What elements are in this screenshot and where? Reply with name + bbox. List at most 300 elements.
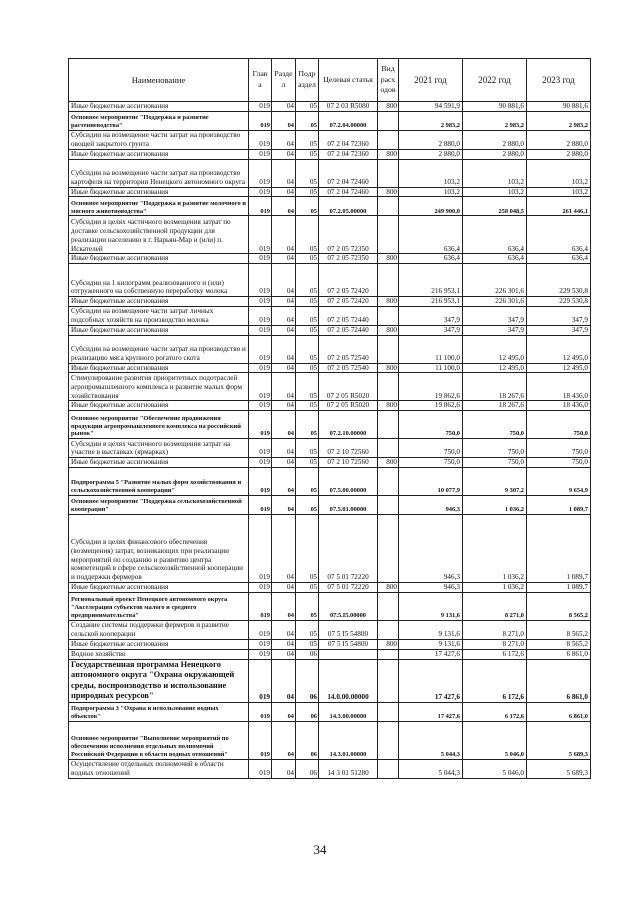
row-name: Иные бюджетные ассигнования (69, 639, 249, 649)
row-name: Основное мероприятие "Поддержка сельскохозяйственной кооперации" (69, 496, 249, 515)
row-section: 04 (272, 325, 296, 335)
row-expense-type (378, 411, 399, 439)
row-expense-type: 800 (378, 187, 399, 197)
table-row (69, 496, 591, 515)
row-amount-2023: 750,0 (527, 411, 591, 439)
row-target-item: 07 2 10 72560 (319, 458, 378, 468)
row-amount-2022: 2 880,0 (463, 149, 527, 159)
row-amount-2022: 226 301,6 (463, 297, 527, 307)
row-expense-type: 800 (378, 363, 399, 373)
row-target-item: 07 2 04 72360 (319, 130, 378, 149)
row-target-item: 07.2.10.00000 (319, 411, 378, 439)
row-amount-2021: 347,9 (399, 306, 463, 325)
table-row (69, 639, 591, 649)
table-row (69, 297, 591, 307)
row-amount-2021: 216 953,1 (399, 264, 463, 297)
row-amount-2022: 2 880,0 (463, 130, 527, 149)
row-amount-2023: 18 436,0 (527, 373, 591, 401)
col-header-target-item: Целевая статья (319, 59, 378, 102)
row-section: 04 (272, 401, 296, 411)
row-chapter: 019 (249, 159, 272, 187)
row-subsection: 05 (296, 102, 319, 112)
row-amount-2022: 750,0 (463, 411, 527, 439)
row-amount-2022: 2 983,2 (463, 111, 527, 130)
row-subsection: 05 (296, 306, 319, 325)
row-amount-2023: 5 689,3 (527, 721, 591, 759)
row-name: Субсидии в целях финансового обеспечения (возмещения) затрат, возникающих при реализации мероприятий по созданию и развитию центра компетенций в сфере сельскохозяйственной кооперации и поддержки фермеров (69, 515, 249, 583)
row-chapter: 019 (249, 254, 272, 264)
col-header-2022: 2022 год (463, 59, 527, 102)
row-amount-2023: 229 530,8 (527, 264, 591, 297)
row-chapter: 019 (249, 102, 272, 112)
row-amount-2021: 636,4 (399, 216, 463, 254)
table-row (69, 649, 591, 659)
row-amount-2022: 18 267,6 (463, 373, 527, 401)
row-amount-2023: 6 861,0 (527, 702, 591, 721)
row-amount-2023: 750,0 (527, 458, 591, 468)
row-amount-2022: 5 046,0 (463, 721, 527, 759)
row-section: 04 (272, 649, 296, 659)
table-row (69, 197, 591, 216)
row-amount-2023: 18 436,0 (527, 401, 591, 411)
row-subsection: 05 (296, 297, 319, 307)
table-row (69, 721, 591, 759)
row-subsection: 05 (296, 187, 319, 197)
row-section: 04 (272, 515, 296, 583)
row-amount-2021: 2 880,0 (399, 149, 463, 159)
row-expense-type (378, 496, 399, 515)
row-chapter: 019 (249, 496, 272, 515)
row-amount-2023: 229 530,8 (527, 297, 591, 307)
row-section: 04 (272, 102, 296, 112)
row-amount-2023: 1 089,7 (527, 496, 591, 515)
row-amount-2022: 90 881,6 (463, 102, 527, 112)
row-section: 04 (272, 264, 296, 297)
row-amount-2021: 946,3 (399, 583, 463, 593)
row-amount-2022: 258 048,5 (463, 197, 527, 216)
row-chapter: 019 (249, 702, 272, 721)
row-subsection: 05 (296, 335, 319, 363)
row-chapter: 019 (249, 620, 272, 639)
row-subsection: 05 (296, 411, 319, 439)
row-section: 04 (272, 363, 296, 373)
row-expense-type (378, 197, 399, 216)
row-name: Иные бюджетные ассигнования (69, 401, 249, 411)
row-amount-2023: 1 089,7 (527, 515, 591, 583)
row-amount-2022: 1 036,2 (463, 496, 527, 515)
row-expense-type (378, 468, 399, 496)
table-row (69, 468, 591, 496)
row-name: Подпрограмма 3 "Охрана и использование водных объектов" (69, 702, 249, 721)
row-amount-2022: 1 036,2 (463, 515, 527, 583)
budget-table (68, 58, 591, 779)
table-row (69, 264, 591, 297)
row-amount-2021: 5 044,3 (399, 759, 463, 778)
row-subsection: 05 (296, 592, 319, 620)
row-expense-type: 800 (378, 254, 399, 264)
row-amount-2022: 12 495,0 (463, 363, 527, 373)
table-row (69, 401, 591, 411)
row-target-item: 07 2 03 R5080 (319, 102, 378, 112)
row-amount-2021: 10 077,9 (399, 468, 463, 496)
row-subsection: 06 (296, 649, 319, 659)
row-amount-2021: 946,3 (399, 515, 463, 583)
row-amount-2023: 5 689,3 (527, 759, 591, 778)
row-amount-2021: 750,0 (399, 439, 463, 458)
row-subsection: 05 (296, 458, 319, 468)
row-amount-2021: 19 862,6 (399, 373, 463, 401)
row-expense-type (378, 159, 399, 187)
row-amount-2023: 636,4 (527, 216, 591, 254)
col-header-chapter: Глав а (249, 59, 272, 102)
row-amount-2021: 11 100,0 (399, 335, 463, 363)
row-section: 04 (272, 149, 296, 159)
row-section: 04 (272, 702, 296, 721)
row-target-item: 14 3 01 51280 (319, 759, 378, 778)
row-expense-type (378, 111, 399, 130)
table-row (69, 515, 591, 583)
row-section: 04 (272, 583, 296, 593)
row-section: 04 (272, 254, 296, 264)
row-section: 04 (272, 411, 296, 439)
row-name: Государственная программа Ненецкого автономного округа "Охрана окружающей среды, воспроизводство и использование природных ресурсов" (69, 659, 249, 702)
row-target-item: 07 2 05 72350 (319, 254, 378, 264)
row-expense-type: 800 (378, 102, 399, 112)
row-amount-2023: 6 861,0 (527, 659, 591, 702)
row-section: 04 (272, 306, 296, 325)
row-expense-type (378, 130, 399, 149)
row-name: Иные бюджетные ассигнования (69, 325, 249, 335)
row-chapter: 019 (249, 297, 272, 307)
row-amount-2023: 8 565,2 (527, 639, 591, 649)
row-target-item: 07 2 05 72350 (319, 216, 378, 254)
row-expense-type (378, 264, 399, 297)
row-section: 04 (272, 216, 296, 254)
row-target-item: 07 2 05 72440 (319, 325, 378, 335)
row-chapter: 019 (249, 373, 272, 401)
row-amount-2023: 90 881,6 (527, 102, 591, 112)
row-amount-2021: 17 427,6 (399, 649, 463, 659)
row-subsection: 05 (296, 149, 319, 159)
row-amount-2023: 12 495,0 (527, 363, 591, 373)
row-name: Осуществление отдельных полномочий в области водных отношений (69, 759, 249, 778)
row-expense-type (378, 759, 399, 778)
row-amount-2021: 17 427,6 (399, 702, 463, 721)
row-expense-type (378, 659, 399, 702)
row-name: Иные бюджетные ассигнования (69, 458, 249, 468)
row-name: Стимулирование развития приоритетных подотраслей агропромышленного комплекса и развитие малых форм хозяйствования (69, 373, 249, 401)
row-section: 04 (272, 639, 296, 649)
row-subsection: 05 (296, 515, 319, 583)
row-amount-2021: 750,0 (399, 458, 463, 468)
row-expense-type (378, 649, 399, 659)
row-subsection: 05 (296, 496, 319, 515)
row-amount-2021: 249 900,0 (399, 197, 463, 216)
row-amount-2021: 11 100,0 (399, 363, 463, 373)
row-section: 04 (272, 373, 296, 401)
row-amount-2022: 8 271,0 (463, 592, 527, 620)
row-name: Создание системы поддержки фермеров и развитие сельской кооперации (69, 620, 249, 639)
row-chapter: 019 (249, 149, 272, 159)
row-amount-2023: 1 089,7 (527, 583, 591, 593)
table-row (69, 702, 591, 721)
table-row (69, 187, 591, 197)
row-chapter: 019 (249, 264, 272, 297)
table-row (69, 216, 591, 254)
row-amount-2022: 1 036,2 (463, 583, 527, 593)
row-target-item: 14.3.00.00000 (319, 702, 378, 721)
table-row (69, 149, 591, 159)
row-amount-2023: 347,9 (527, 325, 591, 335)
row-amount-2022: 6 172,6 (463, 702, 527, 721)
table-row (69, 335, 591, 363)
row-target-item: 07 2 04 72360 (319, 149, 378, 159)
row-chapter: 019 (249, 216, 272, 254)
row-name: Основное мероприятие "Обеспечение продвижения продукции агропромышленного комплекса на российский рынок" (69, 411, 249, 439)
row-target-item: 07 2 10 72560 (319, 439, 378, 458)
table-row (69, 659, 591, 702)
row-amount-2023: 2 983,2 (527, 111, 591, 130)
row-amount-2023: 12 495,0 (527, 335, 591, 363)
table-row (69, 759, 591, 778)
row-expense-type (378, 216, 399, 254)
row-chapter: 019 (249, 592, 272, 620)
row-chapter: 019 (249, 468, 272, 496)
row-amount-2022: 9 307,2 (463, 468, 527, 496)
row-section: 04 (272, 759, 296, 778)
row-subsection: 06 (296, 721, 319, 759)
row-subsection: 06 (296, 659, 319, 702)
row-name: Иные бюджетные ассигнования (69, 102, 249, 112)
row-amount-2022: 750,0 (463, 458, 527, 468)
row-amount-2023: 6 861,0 (527, 649, 591, 659)
row-expense-type: 800 (378, 458, 399, 468)
row-amount-2022: 347,9 (463, 306, 527, 325)
row-amount-2021: 94 591,9 (399, 102, 463, 112)
row-name: Субсидии на 1 килограмм реализованного и (или) отгруженного на собственную переработку молока (69, 264, 249, 297)
row-chapter: 019 (249, 325, 272, 335)
row-chapter: 019 (249, 759, 272, 778)
row-chapter: 019 (249, 639, 272, 649)
table-row (69, 592, 591, 620)
row-target-item: 07 5 01 72220 (319, 515, 378, 583)
row-name: Основное мероприятие "Поддержка и развитие молочного и мясного животноводства" (69, 197, 249, 216)
row-amount-2023: 9 654,9 (527, 468, 591, 496)
row-expense-type (378, 335, 399, 363)
row-chapter: 019 (249, 363, 272, 373)
row-amount-2021: 9 131,6 (399, 592, 463, 620)
row-amount-2021: 103,2 (399, 187, 463, 197)
row-chapter: 019 (249, 721, 272, 759)
row-chapter: 019 (249, 401, 272, 411)
table-row (69, 620, 591, 639)
table-row (69, 363, 591, 373)
row-target-item: 07.5.I5.00000 (319, 592, 378, 620)
row-section: 04 (272, 458, 296, 468)
row-target-item: 07 2 05 72440 (319, 306, 378, 325)
row-target-item: 14.3.01.00000 (319, 721, 378, 759)
row-amount-2022: 103,2 (463, 159, 527, 187)
row-target-item: 07.5.01.00000 (319, 496, 378, 515)
row-amount-2021: 5 044,3 (399, 721, 463, 759)
row-subsection: 05 (296, 159, 319, 187)
row-target-item: 07 2 04 72460 (319, 159, 378, 187)
row-amount-2022: 636,4 (463, 254, 527, 264)
row-name: Региональный проект Ненецкого автономного округа "Акселерация субъектов малого и среднего предпринимательства" (69, 592, 249, 620)
row-amount-2021: 636,4 (399, 254, 463, 264)
row-section: 04 (272, 111, 296, 130)
row-amount-2022: 12 495,0 (463, 335, 527, 363)
row-expense-type (378, 306, 399, 325)
row-amount-2021: 103,2 (399, 159, 463, 187)
row-amount-2021: 2 880,0 (399, 130, 463, 149)
row-amount-2021: 946,3 (399, 496, 463, 515)
row-subsection: 05 (296, 639, 319, 649)
row-section: 04 (272, 159, 296, 187)
row-chapter: 019 (249, 649, 272, 659)
row-subsection: 05 (296, 439, 319, 458)
table-row (69, 325, 591, 335)
col-header-2021: 2021 год (399, 59, 463, 102)
table-row (69, 458, 591, 468)
row-amount-2022: 6 172,6 (463, 649, 527, 659)
row-name: Иные бюджетные ассигнования (69, 583, 249, 593)
row-subsection: 05 (296, 363, 319, 373)
row-expense-type: 800 (378, 149, 399, 159)
row-chapter: 019 (249, 411, 272, 439)
row-expense-type: 800 (378, 583, 399, 593)
row-amount-2022: 18 267,6 (463, 401, 527, 411)
row-target-item: 07 2 05 72540 (319, 363, 378, 373)
row-expense-type (378, 721, 399, 759)
row-chapter: 019 (249, 439, 272, 458)
row-target-item: 07 5 01 72220 (319, 583, 378, 593)
row-name: Иные бюджетные ассигнования (69, 187, 249, 197)
row-name: Субсидии на возмещение части затрат на производство овощей закрытого грунта (69, 130, 249, 149)
table-row (69, 583, 591, 593)
row-subsection: 05 (296, 216, 319, 254)
row-amount-2021: 9 131,6 (399, 620, 463, 639)
row-expense-type (378, 515, 399, 583)
row-section: 04 (272, 297, 296, 307)
row-section: 04 (272, 335, 296, 363)
table-row (69, 130, 591, 149)
row-subsection: 06 (296, 759, 319, 778)
row-amount-2021: 2 983,2 (399, 111, 463, 130)
row-chapter: 019 (249, 335, 272, 363)
row-subsection: 05 (296, 264, 319, 297)
col-header-subsection: Подр аздел (296, 59, 319, 102)
row-expense-type (378, 702, 399, 721)
row-section: 04 (272, 468, 296, 496)
row-expense-type (378, 592, 399, 620)
row-amount-2021: 19 862,6 (399, 401, 463, 411)
row-target-item: 07 5 I5 54800 (319, 639, 378, 649)
row-amount-2022: 8 271,0 (463, 639, 527, 649)
row-amount-2023: 103,2 (527, 159, 591, 187)
page-number: 34 (313, 842, 327, 857)
col-header-expense-type: Вид расх одов (378, 59, 399, 102)
row-amount-2023: 103,2 (527, 187, 591, 197)
row-name: Субсидии в целях частичного возмещения затрат на участие в выставках (ярмарках) (69, 439, 249, 458)
row-amount-2021: 9 131,6 (399, 639, 463, 649)
row-chapter: 019 (249, 659, 272, 702)
row-amount-2021: 216 953,1 (399, 297, 463, 307)
row-chapter: 019 (249, 197, 272, 216)
row-amount-2023: 750,0 (527, 439, 591, 458)
row-amount-2022: 226 301,6 (463, 264, 527, 297)
row-chapter: 019 (249, 583, 272, 593)
row-expense-type: 800 (378, 401, 399, 411)
row-subsection: 05 (296, 254, 319, 264)
row-name: Иные бюджетные ассигнования (69, 149, 249, 159)
row-chapter: 019 (249, 515, 272, 583)
row-amount-2023: 636,4 (527, 254, 591, 264)
row-target-item: 07 2 05 72420 (319, 297, 378, 307)
row-expense-type (378, 439, 399, 458)
row-amount-2021: 347,9 (399, 325, 463, 335)
row-amount-2023: 2 880,0 (527, 130, 591, 149)
row-name: Иные бюджетные ассигнования (69, 254, 249, 264)
row-section: 04 (272, 496, 296, 515)
row-amount-2022: 750,0 (463, 439, 527, 458)
row-chapter: 019 (249, 111, 272, 130)
row-expense-type: 800 (378, 297, 399, 307)
row-expense-type (378, 373, 399, 401)
table-row (69, 254, 591, 264)
row-section: 04 (272, 197, 296, 216)
row-target-item: 14.0.00.00000 (319, 659, 378, 702)
row-amount-2021: 17 427,6 (399, 659, 463, 702)
row-amount-2023: 2 880,0 (527, 149, 591, 159)
row-amount-2022: 5 046,0 (463, 759, 527, 778)
row-subsection: 06 (296, 702, 319, 721)
row-chapter: 019 (249, 187, 272, 197)
row-target-item (319, 649, 378, 659)
row-target-item: 07 5 I5 54800 (319, 620, 378, 639)
row-subsection: 05 (296, 583, 319, 593)
table-row (69, 306, 591, 325)
table-row (69, 102, 591, 112)
row-chapter: 019 (249, 458, 272, 468)
row-amount-2022: 103,2 (463, 187, 527, 197)
row-name: Водное хозяйство (69, 649, 249, 659)
table-row (69, 439, 591, 458)
row-expense-type: 800 (378, 325, 399, 335)
table-row (69, 373, 591, 401)
row-name: Основное мероприятие "Выполнение мероприятий по обеспечению исполнения отдельных полномочий Российской Федерации в области водных отношений" (69, 721, 249, 759)
table-row (69, 411, 591, 439)
row-target-item: 07.2.04.00000 (319, 111, 378, 130)
row-target-item: 07.5.00.00000 (319, 468, 378, 496)
table-row (69, 111, 591, 130)
row-name: Иные бюджетные ассигнования (69, 363, 249, 373)
row-subsection: 05 (296, 197, 319, 216)
row-section: 04 (272, 659, 296, 702)
row-name: Иные бюджетные ассигнования (69, 297, 249, 307)
row-amount-2021: 750,0 (399, 411, 463, 439)
row-target-item: 07 2 05 72420 (319, 264, 378, 297)
row-target-item: 07 2 05 R5020 (319, 373, 378, 401)
row-subsection: 05 (296, 130, 319, 149)
row-amount-2022: 6 172,6 (463, 659, 527, 702)
row-amount-2023: 8 565,2 (527, 592, 591, 620)
row-name: Субсидии на возмещение части затрат личных подсобных хозяйств на производство молока (69, 306, 249, 325)
row-target-item: 07 2 04 72460 (319, 187, 378, 197)
row-amount-2023: 261 446,1 (527, 197, 591, 216)
row-subsection: 05 (296, 620, 319, 639)
col-header-2023: 2023 год (527, 59, 591, 102)
